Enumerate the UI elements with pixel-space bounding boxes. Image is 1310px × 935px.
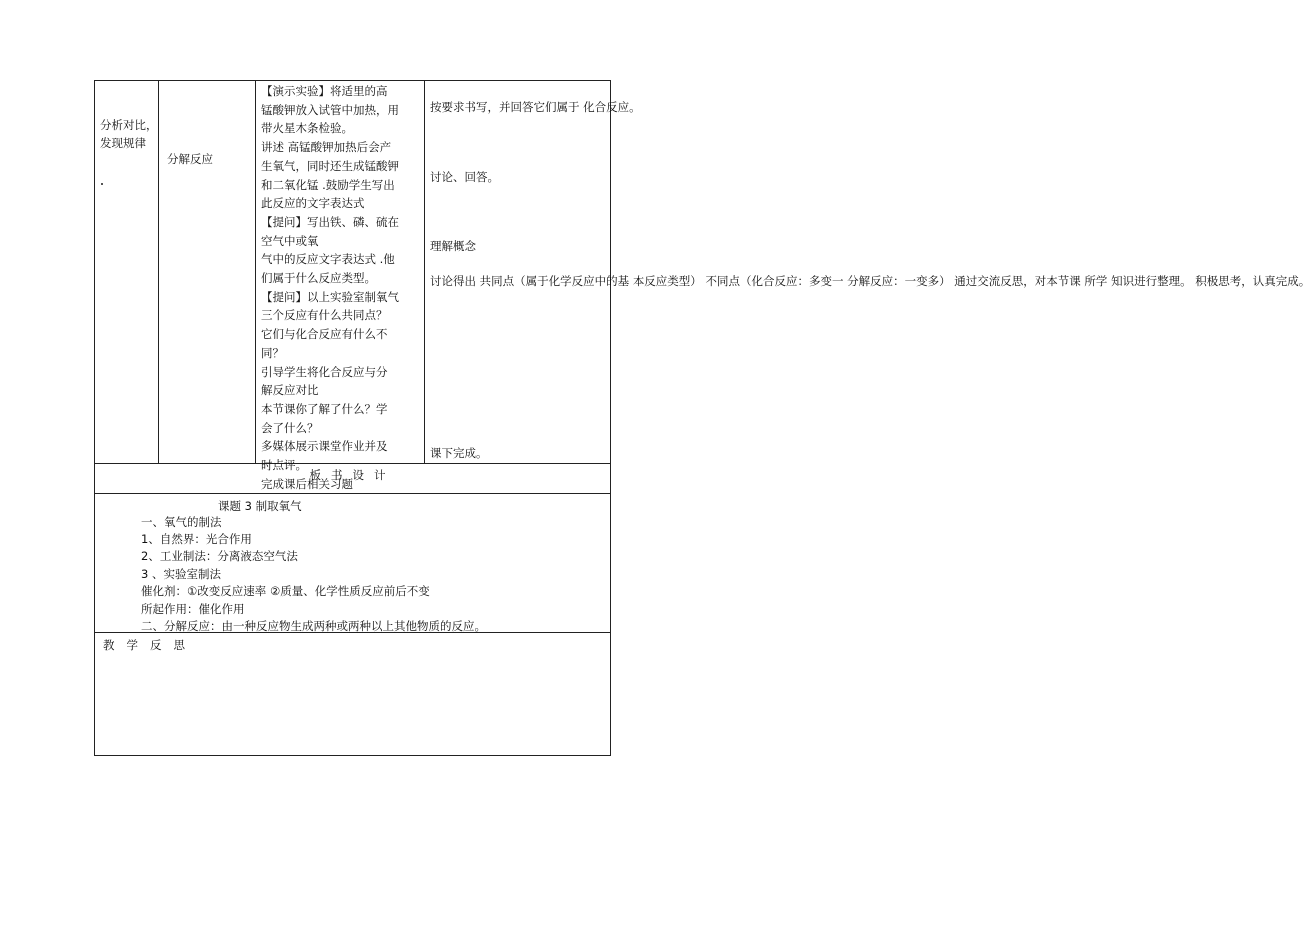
student-line: 讨论得出 — [430, 274, 476, 288]
stage-cell — [100, 116, 160, 152]
teacher-line: 会了什么？ — [261, 420, 319, 435]
teacher-line: 讲述 高锰酸钾加热后会产 — [261, 140, 392, 155]
stage-line: 分析对比， — [100, 118, 158, 132]
student-line: 积极思考，认真完成。 — [1195, 274, 1310, 288]
teacher-line: 引导学生将化合反应与分 — [261, 364, 388, 379]
teacher-line: 气中的反应文字表达式 .他 — [261, 252, 395, 267]
student-line: 本反应类型） — [632, 274, 702, 288]
teacher-line: 生氧气，同时还生成锰酸钾 — [261, 158, 399, 173]
teacher-line: 同？ — [261, 345, 284, 360]
teacher-line: 时点评。 — [261, 458, 307, 473]
board-line: 所起作用：催化作用 — [141, 602, 245, 616]
teacher-line: 它们与化合反应有什么不 — [261, 327, 388, 342]
student-line: 讨论、回答。 — [430, 170, 499, 184]
board-line: 一、氧气的制法 — [141, 515, 222, 529]
board-title: 课题 3 制取氧气 — [218, 499, 302, 513]
student-line: 共同点（属于化学反应中的基 — [479, 274, 630, 288]
teacher-line: 空气中或氧 — [261, 233, 319, 248]
teacher-line: 锰酸钾放入试管中加热，用 — [261, 102, 399, 117]
teacher-line: 们属于什么反应类型。 — [261, 271, 376, 286]
student-activity-block — [430, 98, 641, 116]
teacher-line: 此反应的文字表达式 — [261, 196, 365, 211]
student-line: 课下完成。 — [430, 446, 488, 460]
student-activity-block — [430, 272, 1310, 290]
board-line: 3 、实验室制法 — [141, 567, 221, 581]
teacher-line: 和二氧化锰 .鼓励学生写出 — [261, 177, 395, 192]
stray-mark — [101, 183, 103, 185]
student-line: 分解反应：一变多） — [847, 274, 951, 288]
teacher-line: 本节课你了解了什么？学 — [261, 401, 388, 416]
stage-line: 发现规律 — [100, 136, 146, 150]
board-line: 催化剂：①改变反应速率 ②质量、化学性质反应前后不变 — [141, 584, 430, 598]
teacher-line: 三个反应有什么共同点？ — [261, 308, 388, 323]
student-line: 理解概念 — [430, 239, 476, 253]
board-line: 二、分解反应：由一种反应物生成两种或两种以上其他物质的反应。 — [141, 619, 486, 633]
teacher-line: 带火星木条检验。 — [261, 121, 353, 136]
teacher-line: 【提问】写出铁、磷、硫在 — [261, 214, 399, 229]
teacher-line: 解反应对比 — [261, 383, 319, 398]
teaching-reflection-label: 教学反思 — [103, 638, 197, 652]
column-divider — [424, 80, 425, 463]
board-line: 1、自然界：光合作用 — [141, 532, 252, 546]
teacher-line: 【演示实验】将适里的高 — [261, 84, 388, 98]
student-line: 知识进行整理。 — [1111, 274, 1192, 288]
student-line: 不同点（化合反应：多变一 — [705, 274, 844, 288]
teacher-line: 完成课后相关习题 — [261, 476, 353, 491]
column-divider — [255, 80, 256, 463]
board-line: 2、工业制法：分离液态空气法 — [141, 549, 298, 563]
student-line: 按要求书写，并回答它们属于 — [430, 100, 580, 114]
teacher-line: 多媒体展示课堂作业并及 — [261, 439, 388, 454]
teacher-activity-cell — [261, 82, 423, 493]
board-design-header: 板书设计 — [309, 468, 396, 482]
student-line: 通过交流反思，对本节课 所学 — [954, 274, 1108, 288]
teacher-line: 【提问】以上实验室制氧气 — [261, 289, 399, 304]
topic-cell: 分解反应 — [167, 152, 213, 166]
student-line: 化合反应。 — [583, 100, 641, 114]
